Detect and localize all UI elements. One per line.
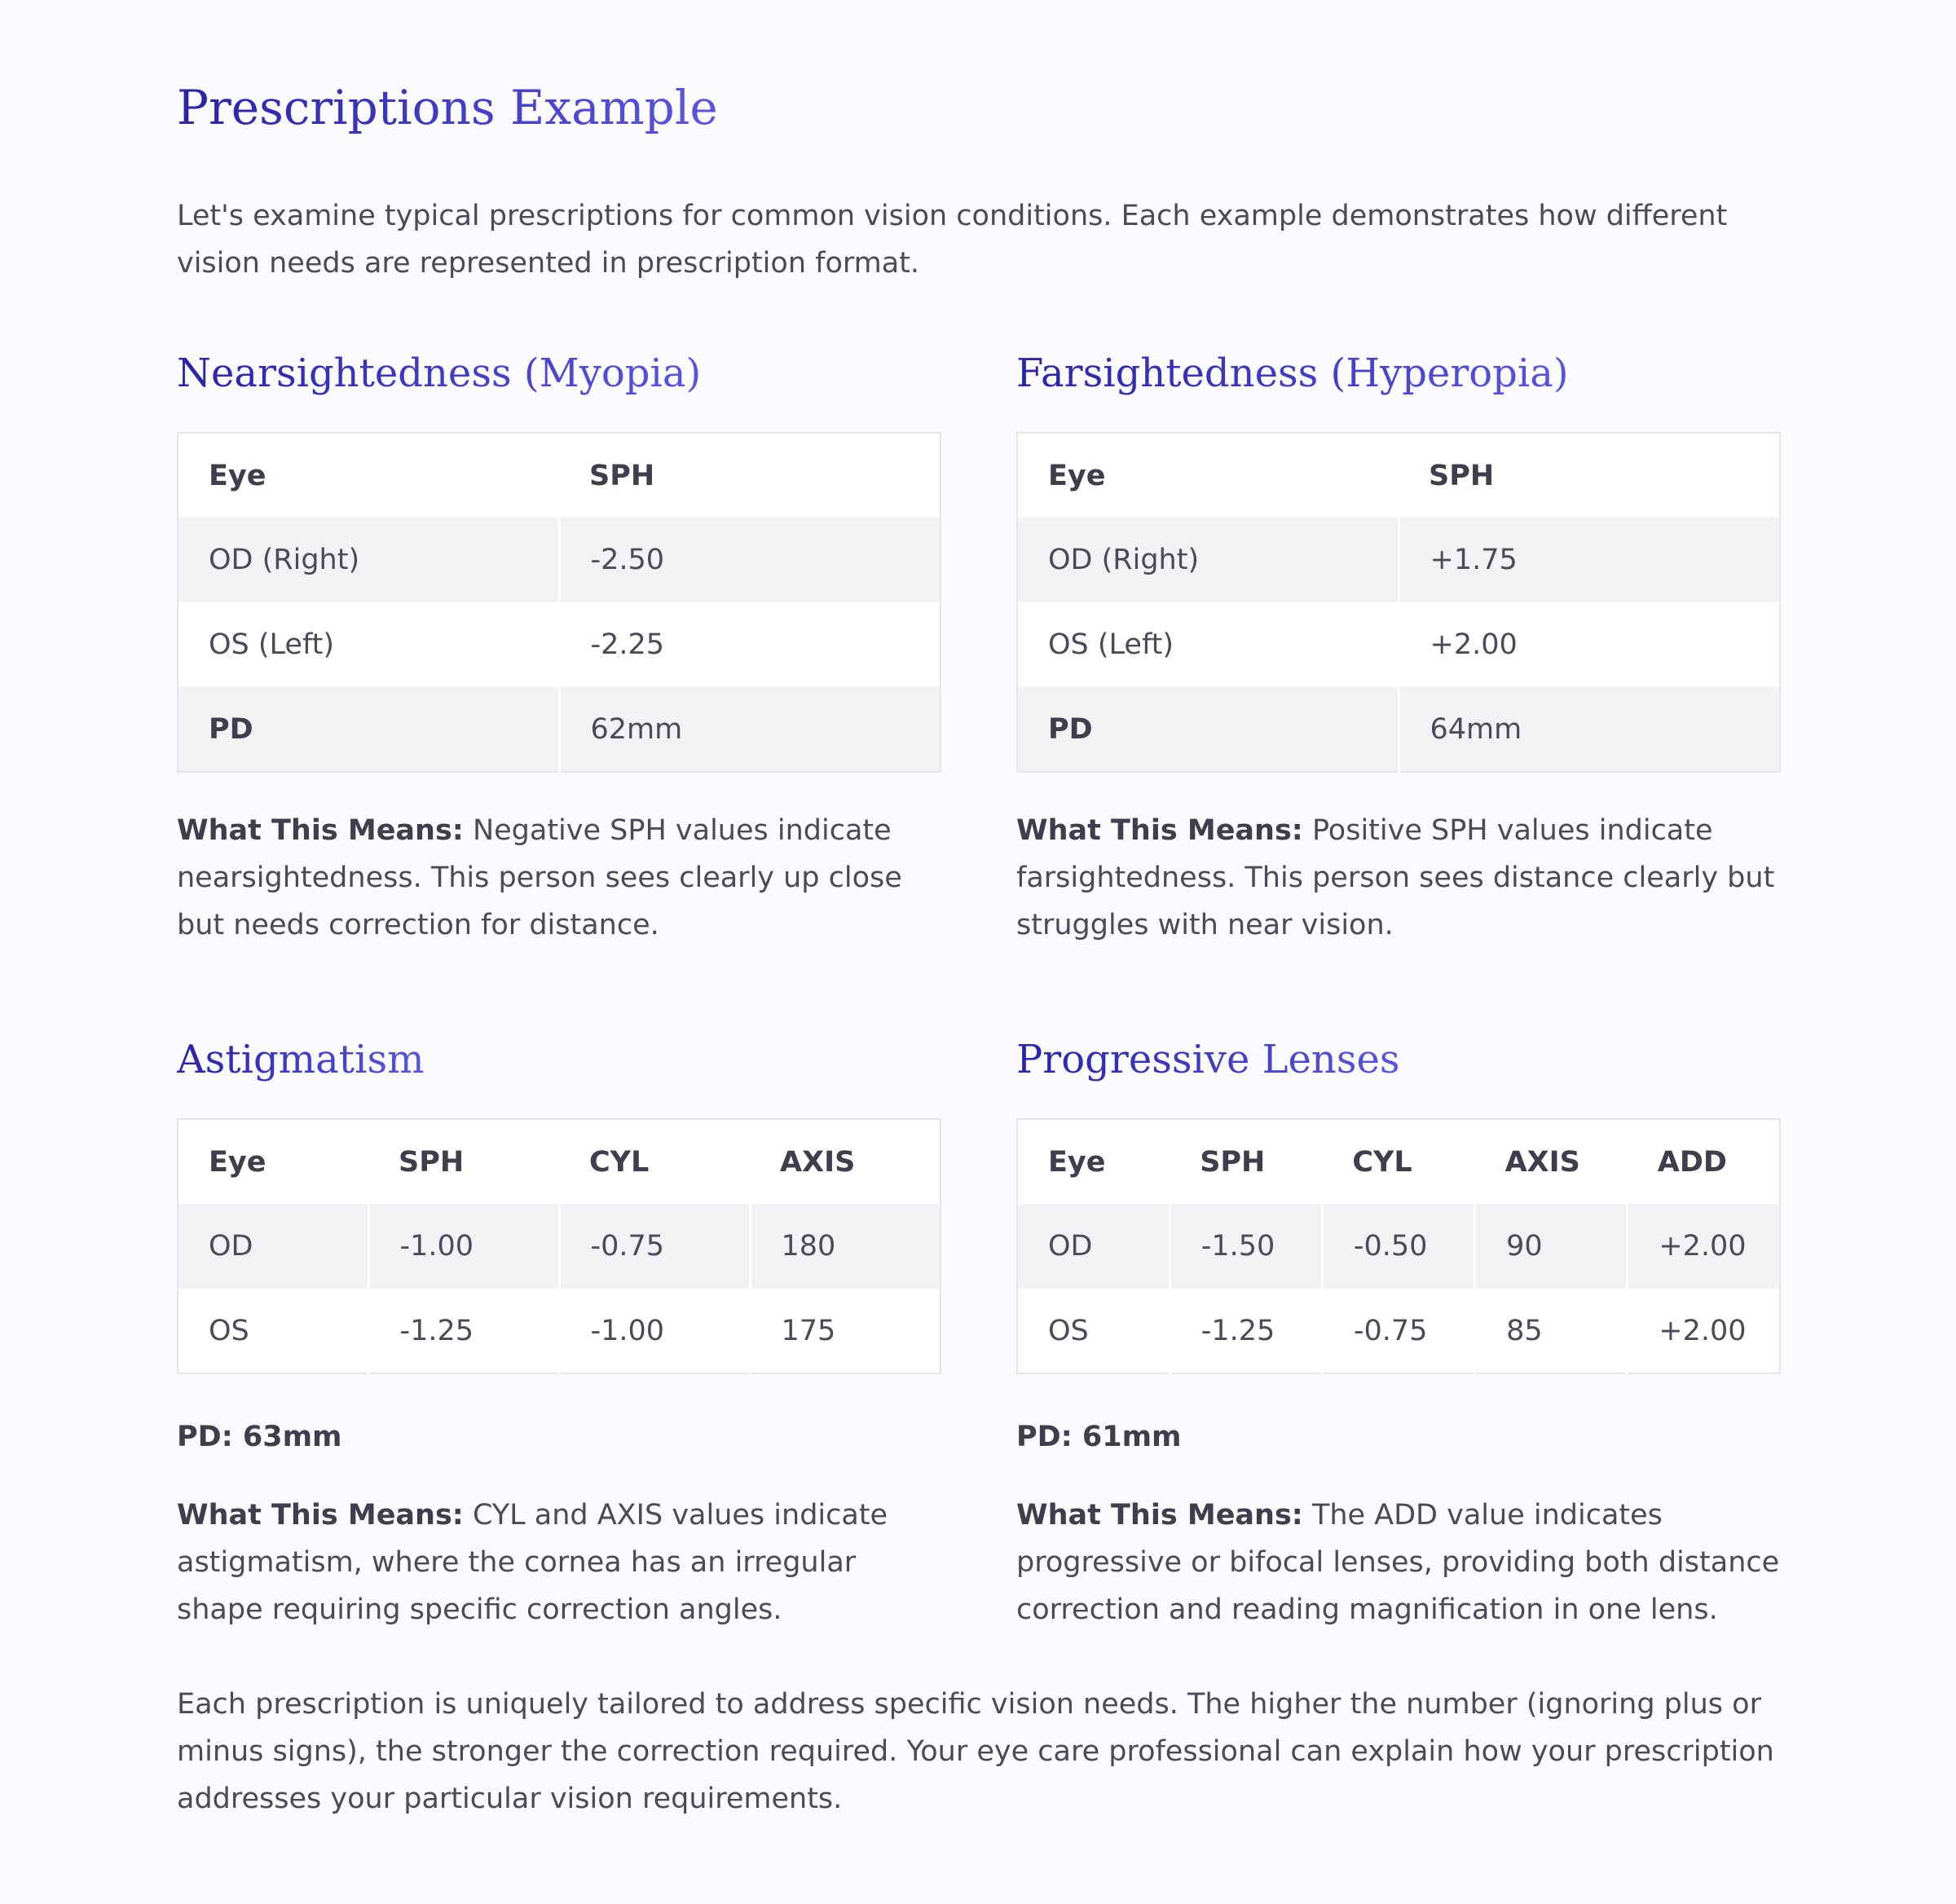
table-row [178, 1204, 941, 1289]
closing-paragraph: Each prescription is uniquely tailored to address specific vision needs. The higher the number (ignoring plus or minus signs), the stronger the correction required. Your eye care professional can explain how your prescription addresses your particular vision requirements. [177, 1688, 1774, 1815]
astigmatism-table [177, 1118, 941, 1374]
table-cell: -0.75 [559, 1204, 750, 1289]
table-cell: OS (Left) [178, 602, 559, 687]
table-row [1017, 687, 1780, 772]
column-header: SPH [1170, 1119, 1322, 1204]
table-cell: PD [178, 687, 559, 772]
table-cell: OD [178, 1204, 368, 1289]
myopia-heading: Nearsightedness (Myopia) [177, 342, 701, 404]
column-header: AXIS [1475, 1119, 1628, 1204]
table-cell: -1.25 [1170, 1289, 1322, 1373]
table-row [178, 1289, 941, 1373]
table-cell: OD (Right) [1017, 518, 1399, 602]
table-row [1017, 1204, 1780, 1289]
table-cell: 90 [1475, 1204, 1628, 1289]
column-header: Eye [178, 433, 559, 518]
intro-paragraph: Let's examine typical prescriptions for common vision conditions. Each example demonstrates how different vision needs are represented in prescription format. [177, 200, 1728, 280]
table-cell: -0.50 [1322, 1204, 1474, 1289]
table-row [178, 518, 941, 602]
table-header-row [1017, 1119, 1780, 1204]
explanation-lead: What This Means: [1016, 1499, 1303, 1532]
progressive-explanation [1016, 1492, 1781, 1633]
table-cell: 62mm [559, 687, 941, 772]
explanation-lead: What This Means: [1016, 814, 1303, 847]
table-cell: 64mm [1399, 687, 1780, 772]
progressive-section [1016, 1029, 1781, 1633]
table-row [178, 602, 941, 687]
table-cell: PD [1017, 687, 1399, 772]
table-cell: -1.50 [1170, 1204, 1322, 1289]
hyperopia-heading: Farsightedness (Hyperopia) [1016, 342, 1569, 404]
table-cell: OS (Left) [1017, 602, 1399, 687]
myopia-section [177, 342, 941, 949]
table-cell: OD (Right) [178, 518, 559, 602]
table-cell: +2.00 [1628, 1289, 1780, 1373]
table-cell: +2.00 [1628, 1204, 1780, 1289]
table-header-row [178, 433, 941, 518]
table-cell: 85 [1475, 1289, 1628, 1373]
astigmatism-pd: PD: 63mm [177, 1421, 342, 1453]
progressive-heading: Progressive Lenses [1016, 1029, 1399, 1091]
table-cell: -1.00 [559, 1289, 750, 1373]
column-header: CYL [1322, 1119, 1474, 1204]
column-header: Eye [178, 1119, 368, 1204]
astigmatism-heading: Astigmatism [177, 1029, 425, 1091]
column-header: SPH [559, 433, 941, 518]
table-header-row [178, 1119, 941, 1204]
table-cell: 180 [750, 1204, 941, 1289]
explanation-lead: What This Means: [177, 814, 464, 847]
progressive-pd: PD: 61mm [1016, 1421, 1182, 1453]
table-cell: -2.25 [559, 602, 941, 687]
table-row [1017, 518, 1780, 602]
explanation-text: CYL and AXIS values indicate astigmatism, where the cornea has an irregular shape requiring specific correction angles. [177, 1499, 888, 1626]
table-cell: -0.75 [1322, 1289, 1474, 1373]
page-title: Prescriptions Example [177, 75, 718, 140]
column-header: SPH [368, 1119, 559, 1204]
table-cell: -1.00 [368, 1204, 559, 1289]
table-cell: +1.75 [1399, 518, 1780, 602]
explanation-lead: What This Means: [177, 1499, 464, 1532]
column-header: ADD [1628, 1119, 1780, 1204]
hyperopia-section [1016, 342, 1781, 949]
table-cell: 175 [750, 1289, 941, 1373]
table-header-row [1017, 433, 1780, 518]
hyperopia-explanation [1016, 807, 1781, 949]
table-cell: +2.00 [1399, 602, 1780, 687]
table-cell: -2.50 [559, 518, 941, 602]
progressive-table [1016, 1118, 1781, 1374]
table-cell: OD [1017, 1204, 1170, 1289]
astigmatism-section [177, 1029, 941, 1633]
column-header: CYL [559, 1119, 750, 1204]
astigmatism-explanation [177, 1492, 941, 1633]
explanation-text: Positive SPH values indicate farsightedness. This person sees distance clearly but struggles with near vision. [1016, 814, 1775, 941]
table-row [1017, 1289, 1780, 1373]
explanation-text: Negative SPH values indicate nearsightedness. This person sees clearly up close but needs correction for distance. [177, 814, 902, 941]
table-cell: OS [1017, 1289, 1170, 1373]
table-row [1017, 602, 1780, 687]
myopia-table [177, 432, 941, 773]
table-row [178, 687, 941, 772]
myopia-explanation [177, 807, 941, 949]
column-header: Eye [1017, 1119, 1170, 1204]
table-cell: OS [178, 1289, 368, 1373]
column-header: SPH [1399, 433, 1780, 518]
explanation-text: The ADD value indicates progressive or bifocal lenses, providing both distance correction and reading magnification in one lens. [1016, 1499, 1780, 1626]
column-header: AXIS [750, 1119, 941, 1204]
table-cell: -1.25 [368, 1289, 559, 1373]
hyperopia-table [1016, 432, 1781, 773]
column-header: Eye [1017, 433, 1399, 518]
